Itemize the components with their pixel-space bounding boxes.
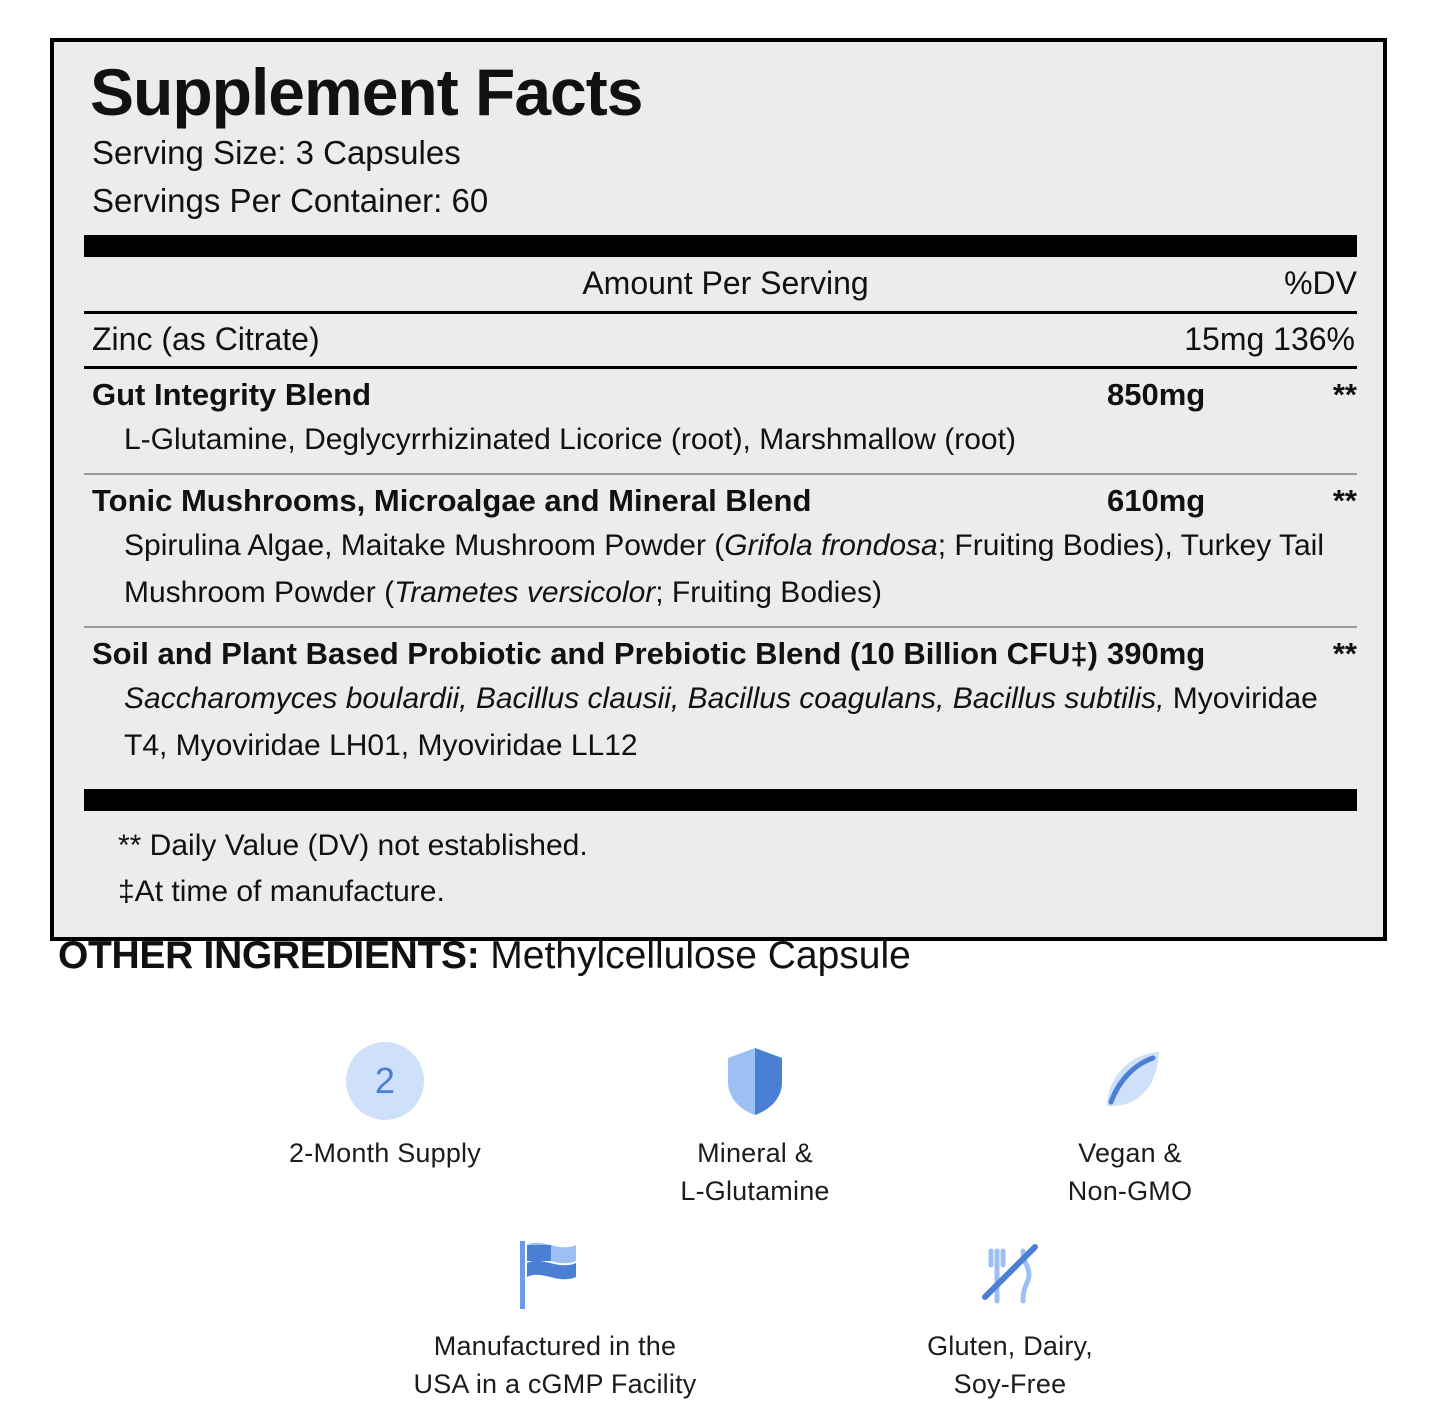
table-row [84,628,1357,676]
blend-name: Tonic Mushrooms, Microalgae and Mineral Blend [92,483,812,519]
blend-ingredients: L-Glutamine, Deglycyrrhizinated Licorice (root), Marshmallow (root) [124,422,1016,456]
badge-label-line1: 2-Month Supply [289,1138,481,1168]
blend-name: Gut Integrity Blend [92,376,371,412]
badge-two-month-supply [255,1042,515,1172]
badge-label-line1: Vegan & [1078,1138,1182,1168]
two-circle-icon: 2 [346,1042,424,1120]
no-gluten-dairy-soy-icon [880,1235,1140,1313]
blend-dv: ** [1332,483,1357,519]
zinc-value: 15mg 136% [1184,320,1355,357]
servings-per-container: Servings Per Container: 60 [92,182,489,220]
table-row [84,314,1357,366]
page-title: Supplement Facts [90,55,643,129]
footnote-manufacture: ‡At time of manufacture. [118,875,445,909]
blend-dv: ** [1332,376,1357,412]
blend-amount: 850mg [1107,376,1206,412]
footnote-dv: ** Daily Value (DV) not established. [118,829,588,863]
badge-made-in-usa [395,1235,715,1404]
badge-gluten-dairy-soy-free [880,1235,1140,1404]
supplement-facts-panel [50,38,1387,941]
dv-header: %DV [1284,264,1357,301]
badge-label-line2: L-Glutamine [680,1176,830,1207]
blend-ingredients: Spirulina Algae, Maitake Mushroom Powder (Grifola frondosa; Fruiting Bodies), Turkey Tail Mushroom Powder (Trametes versicolor; Fruiting Bodies) [124,529,1324,609]
blend-amount: 610mg [1107,483,1206,519]
leaf-icon [1000,1042,1260,1120]
blend-ingredients: Saccharomyces boulardii, Bacillus clausii, Bacillus coagulans, Bacillus subtilis, Myoviridae T4, Myoviridae LH01, Myoviridae LL12 [124,682,1318,762]
other-ingredients-value: Methylcellulose Capsule [490,934,911,977]
table-row [84,369,1357,417]
blend-amount: 390mg [1107,636,1206,672]
badge-mineral-glutamine [625,1042,885,1211]
divider-thick-top [84,235,1357,257]
table-header-row [84,257,1357,311]
other-ingredients [58,934,911,978]
other-ingredients-label: OTHER INGREDIENTS: [58,934,480,977]
serving-size: Serving Size: 3 Capsules [92,134,461,172]
badge-label-line1: Mineral & [697,1138,813,1168]
badge-vegan-nongmo [1000,1042,1260,1211]
blend-name: Soil and Plant Based Probiotic and Prebiotic Blend (10 Billion CFU‡) [92,636,1098,672]
zinc-name: Zinc (as Citrate) [92,320,320,357]
table-row [84,475,1357,523]
blend-dv: ** [1332,636,1357,672]
divider-thick-bottom [84,789,1357,811]
badge-label-line2: Non-GMO [1067,1176,1193,1207]
badge-label-line1: Manufactured in the [433,1331,677,1361]
shield-icon [625,1042,885,1120]
badge-label-line2: Soy-Free [953,1369,1067,1400]
badge-label-line1: Gluten, Dairy, [927,1331,1093,1361]
badge-label-line2: USA in a cGMP Facility [413,1369,697,1400]
amount-per-serving-header: Amount Per Serving [582,264,869,301]
usa-flag-icon [395,1235,715,1313]
